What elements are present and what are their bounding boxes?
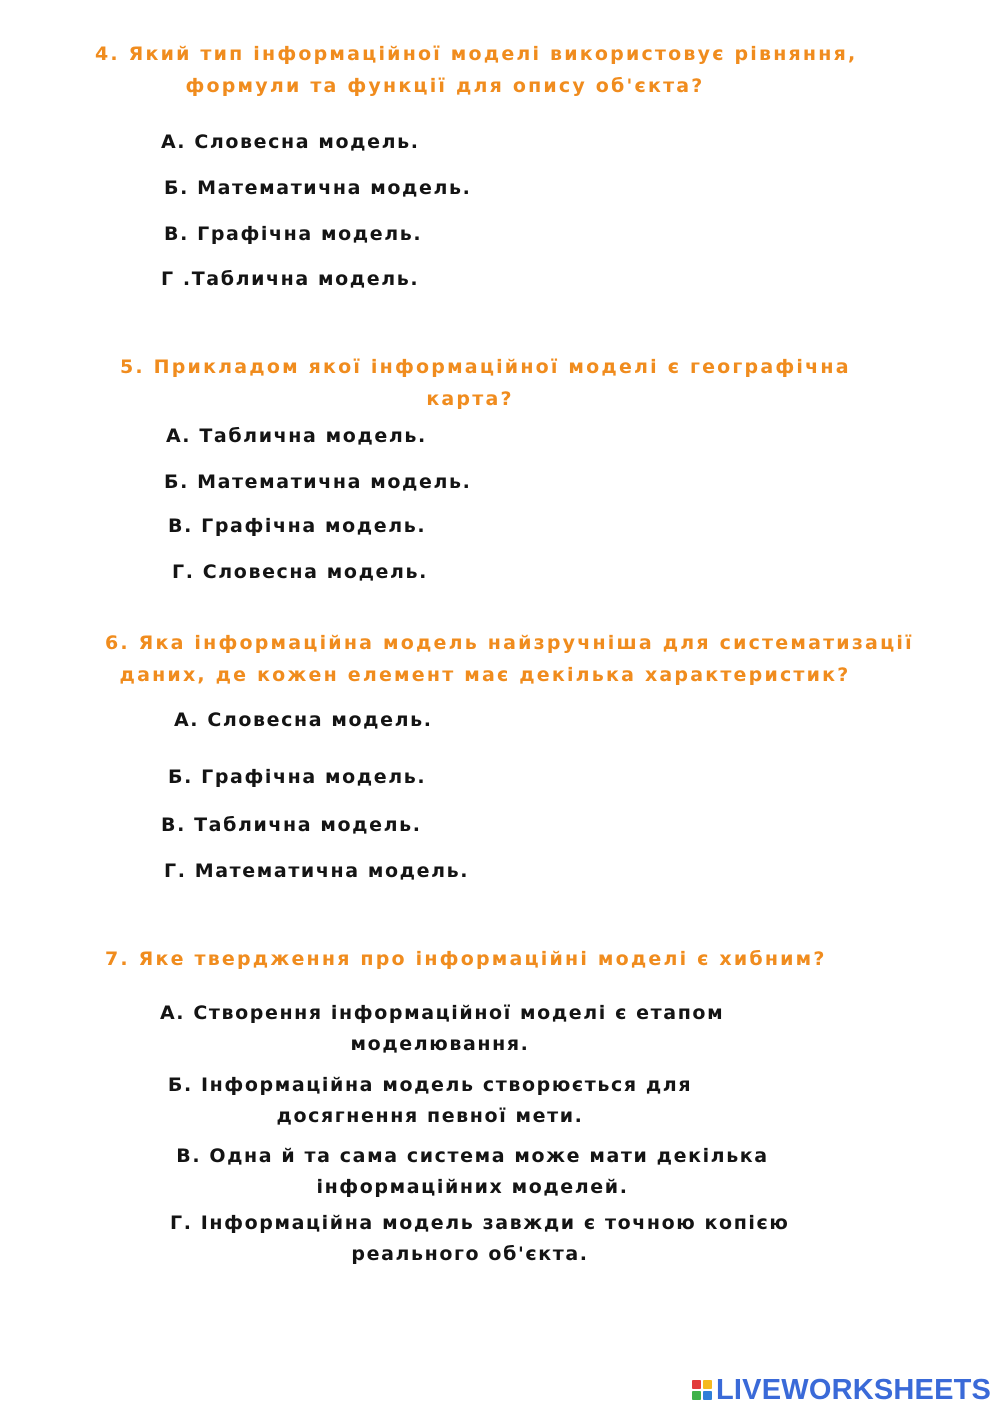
question-7-option-d-line-1: Г. Інформаційна модель завжди є точною копією <box>170 1212 790 1234</box>
question-7-option-a-line-2: моделювання. <box>350 1033 530 1055</box>
question-4-line-2: формули та функції для опису об'єкта? <box>185 75 705 97</box>
question-5-option-d[interactable]: Г. Словесна модель. <box>172 561 428 583</box>
question-7 <box>105 943 827 975</box>
question-5-line-1: 5. Прикладом якої інформаційної моделі є географічна <box>120 356 851 378</box>
question-4-option-d[interactable]: Г .Таблична модель. <box>161 268 420 290</box>
question-7-option-c-line-2: інформаційних моделей. <box>316 1176 629 1198</box>
question-5-line-2: карта? <box>426 388 514 410</box>
logo-square-red <box>692 1380 701 1389</box>
logo-square-yellow <box>703 1380 712 1389</box>
question-7-option-d[interactable] <box>170 1208 790 1270</box>
logo-square-green <box>692 1391 701 1400</box>
question-7-option-c[interactable] <box>175 1141 770 1203</box>
logo-square-blue <box>703 1391 712 1400</box>
question-7-option-a-line-1: А. Створення інформаційної моделі є етапом <box>160 1002 725 1024</box>
question-6-option-c[interactable]: В. Таблична модель. <box>161 814 422 836</box>
question-4 <box>95 38 858 102</box>
question-7-option-b[interactable] <box>150 1070 710 1132</box>
question-4-option-a[interactable]: А. Словесна модель. <box>161 131 420 153</box>
question-6-line-1: 6. Яка інформаційна модель найзручніша для систематизації <box>105 632 914 654</box>
question-5-option-b[interactable]: Б. Математична модель. <box>164 471 472 493</box>
question-7-option-d-line-2: реального об'єкта. <box>351 1243 589 1265</box>
question-4-option-b[interactable]: Б. Математична модель. <box>164 177 472 199</box>
question-7-option-b-line-1: Б. Інформаційна модель створюється для <box>167 1074 693 1096</box>
question-6-option-b[interactable]: Б. Графічна модель. <box>168 766 427 788</box>
question-6-option-a[interactable]: А. Словесна модель. <box>174 709 433 731</box>
question-4-option-c[interactable]: В. Графічна модель. <box>164 223 423 245</box>
liveworksheets-logo-text: LIVEWORKSHEETS <box>716 1373 992 1406</box>
question-6-line-2: даних, де кожен елемент має декілька характеристик? <box>119 664 851 686</box>
question-4-line-1: 4. Який тип інформаційної моделі використовує рівняння, <box>95 43 858 65</box>
question-7-option-c-line-1: В. Одна й та сама система може мати декілька <box>176 1145 769 1167</box>
question-5-option-c[interactable]: В. Графічна модель. <box>168 515 427 537</box>
question-6-option-d[interactable]: Г. Математична модель. <box>164 860 470 882</box>
question-5-option-a[interactable]: А. Таблична модель. <box>166 425 427 447</box>
liveworksheets-logo[interactable] <box>692 1374 991 1406</box>
liveworksheets-logo-icon <box>692 1380 712 1400</box>
question-7-line-1: 7. Яке твердження про інформаційні моделі є хибним? <box>105 948 827 970</box>
question-7-option-a[interactable] <box>160 998 725 1060</box>
question-6 <box>105 627 914 691</box>
question-7-option-b-line-2: досягнення певної мети. <box>276 1105 584 1127</box>
question-5 <box>120 351 851 415</box>
